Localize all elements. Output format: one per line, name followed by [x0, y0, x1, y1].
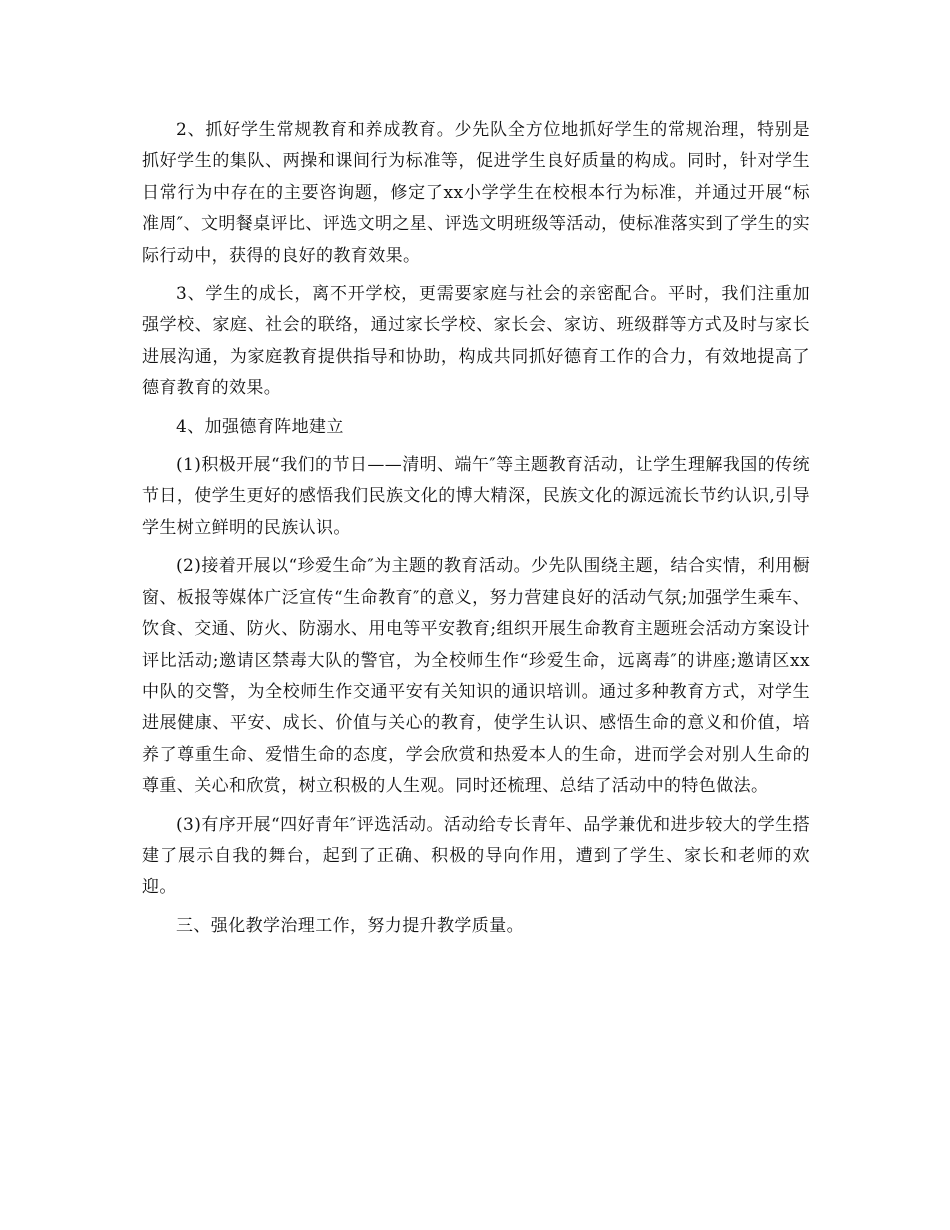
- paragraph-moral-base-heading: 4、加强德育阵地建立: [176, 416, 344, 437]
- paragraph-festival-activities: (1)积极开展“我们的节日——清明、端午″等主题教育活动，让学生理解我国的传统节日，使学生更好的感悟我们民族文化的博大精深，民族文化的源远流长节约认识,引导学生树立鲜明的民族认识。: [142, 455, 810, 538]
- paragraph-four-good-youth: (3)有序开展“四好青年″评选活动。活动给专长青年、品学兼优和进步较大的学生搭建了展示自我的舞台，起到了正确、积极的导向作用，遭到了学生、家长和老师的欢迎。: [142, 814, 810, 898]
- paragraph-cherish-life: (2)接着开展以“珍爱生命″为主题的教育活动。少先队围绕主题，结合实情，利用橱窗、板报等媒体广泛宣传“生命教育″的意义，努力营建良好的活动气氛;加强学生乘车、饮食、交通、防火、防溺水、用电等平安教育;组织开展生命教育主题班会活动方案设计评比活动;邀请区禁毒大队的警官，为全校师生作“珍爱生命，远离毒″的讲座;邀请区xx中队的交警，为全校师生作交通平安有关知识的通识培训。通过多种教育方式，对学生进展健康、平安、成长、价值与关心的教育，使学生认识、感悟生命的意义和价值，培养了尊重生命、爱惜生命的态度，学会欣赏和热爱本人的生命，进而学会对别人生命的尊重、关心和欣赏，树立积极的人生观。同时还梳理、总结了活动中的特色做法。: [142, 556, 810, 797]
- section-heading-teaching-management: 三、强化教学治理工作，努力提升教学质量。: [176, 915, 524, 936]
- paragraph-home-school-cooperation: 3、学生的成长，离不开学校，更需要家庭与社会的亲密配合。平时，我们注重加强学校、家庭、社会的联络，通过家长学校、家长会、家访、班级群等方式及时与家长进展沟通，为家庭教育提供指导和协助，构成共同抓好德育工作的合力，有效地提高了德育教育的效果。: [142, 284, 810, 399]
- document-body: [142, 115, 810, 949]
- paragraph-routine-education: 2、抓好学生常规教育和养成教育。少先队全方位地抓好学生的常规治理，特别是抓好学生的集队、两操和课间行为标准等，促进学生良好质量的构成。同时，针对学生日常行为中存在的主要咨询题，修定了xx小学学生在校根本行为标准，并通过开展“标准周″、文明餐桌评比、评选文明之星、评选文明班级等活动，使标准落实到了学生的实际行动中，获得的良好的教育效果。: [142, 120, 810, 266]
